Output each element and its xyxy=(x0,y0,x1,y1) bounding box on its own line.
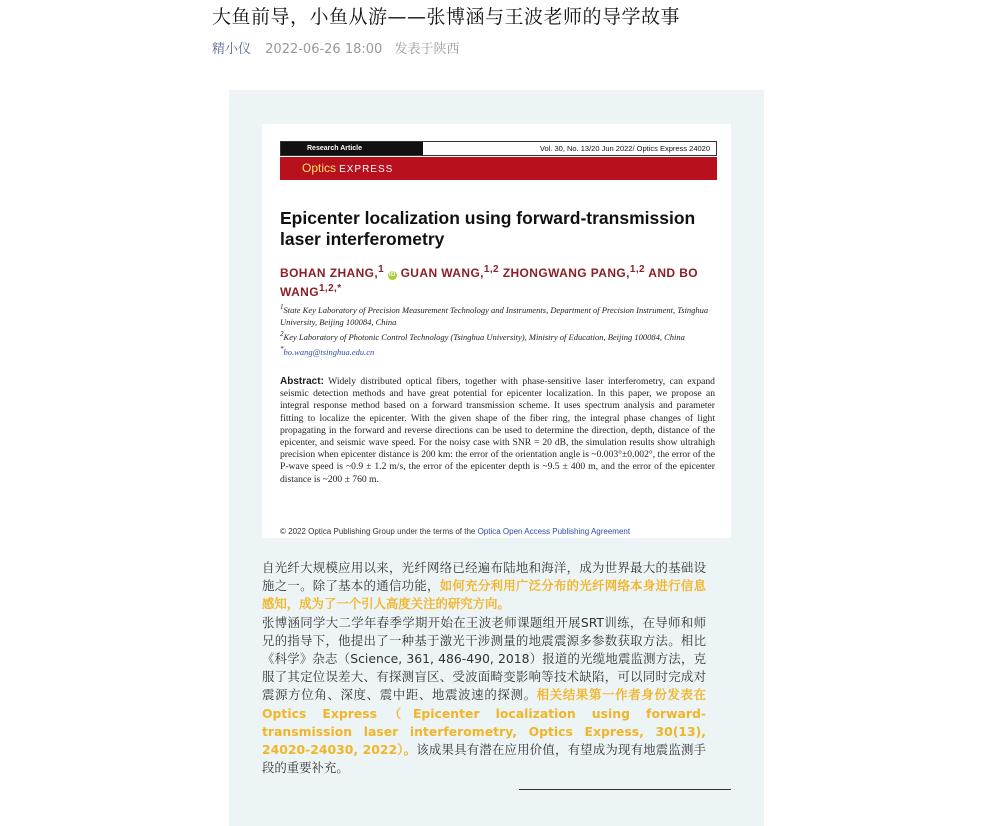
paper-abstract: Abstract: Widely distributed optical fibers, together with phase-sensitive laser interferometry, can expand seismic detection methods and have great potential for epicenter localization. In this paper, we propose an integral response method based on a forward transmission scheme. It uses spectrum analysis and parameter fitting to localize the epicenter. With the given shape of the fiber ring, the integral phase changes of light propagating in the forward and reverse directions can be used to determine the direction, depth, distance of the epicenter, and seismic wave speed. For the noisy case with SNR = 20 dB, the simulation results show ultrahigh precision when epicenter distance is 200 km: the error of the orientation angle is ~0.003°±0.002°, the error of the P-wave speed is ~0.9 ± 1.2 m/s, the error of the epicenter depth is ~9.5 ± 400 m, and the error of the epicenter distance is ~200 ± 760 m. xyxy=(280,376,715,485)
article-meta xyxy=(212,38,467,57)
research-article-label: Research Article xyxy=(281,142,423,155)
paper-copyright: © 2022 Optica Publishing Group under the terms of the Optica Open Access Publishing Agreement xyxy=(280,527,631,536)
corresponding-email: bo.wang@tsinghua.edu.cn xyxy=(283,346,375,357)
article-body xyxy=(262,559,706,777)
author-link[interactable]: 精小仪 xyxy=(212,42,252,57)
divider-line xyxy=(519,789,731,790)
volume-info: Vol. 30, No. 13/20 Jun 2022/ Optics Express 24020 xyxy=(539,144,710,153)
paper-header-bar xyxy=(280,141,717,156)
paragraph-2: 张博涵同学大二学年春季学期开始在王波老师课题组开展SRT训练，在导师和师兄的指导下，他提出了一种基于激光干涉测量的地震震源多参数获取方法。相比《科学》杂志（Science, 361, 486-490, 2018）报道的光缆地震监测方法，克服了其定位误差大、有探测盲区、受波面畸变影响等技术缺陷，可以同时完成对震源方位角、深度、震中距、地震波速的探测。相关结果第一作者身份发表在Optics Express（Epicenter localization using forward-transmission laser interferometry, Optics Express, 30(13), 24020-24030, 2022）。该成果具有潜在应用价值，有望成为现有地震监测手段的重要补充。 xyxy=(262,614,707,776)
paper-authors: BOHAN ZHANG,$^1$ iD GUAN WANG,$^{1,2}$ ZHONGWANG PANG,$^{1,2}$ AND BO $WANG^{1,2,*}$ xyxy=(280,264,699,299)
highlight-1: 如何充分利用广泛分布的光纤网络本身进行信息感知，成为了一个引人高度关注的研究方向。 xyxy=(262,578,707,612)
journal-name-optics: Optics xyxy=(302,161,337,175)
paper-image[interactable] xyxy=(262,124,731,538)
journal-banner xyxy=(280,157,717,180)
publish-location: 发表于陕西 xyxy=(394,42,460,57)
journal-name-express: EXPRESS xyxy=(339,164,394,175)
highlight-2: 相关结果第一作者身份发表在Optics Express（Epicenter localization using forward-transmission laser interferometry, Optics Express, 30(13), 24020-24030, 2022）。 xyxy=(262,687,707,758)
open-access-agreement-link: Optica Open Access Publishing Agreement xyxy=(477,527,631,536)
paragraph-1: 自光纤大规模应用以来，光纤网络已经遍布陆地和海洋，成为世界最大的基础设施之一。除了基本的通信功能，如何充分利用广泛分布的光纤网络本身进行信息感知，成为了一个引人高度关注的研究方向。 xyxy=(262,560,707,612)
article-title: 大鱼前导，小鱼从游——张博涵与王波老师的导学故事 xyxy=(212,6,681,28)
orcid-icon: iD xyxy=(388,272,396,278)
paper-title: Epicenter localization using forward-transmission laser interferometry xyxy=(280,208,696,249)
publish-date: 2022-06-26 18:00 xyxy=(265,42,383,57)
paper-affiliations: $^1$State Key Laboratory of Precision Measurement Technology and Instruments, Department of Precision Instrument, Tsinghua University, Beijing 100084, China $^2$Key Laboratory of Photonic Control Technology (Tsinghua University), Ministry of Education, Beijing 100084, China *bo.wang@tsinghua.edu.cn xyxy=(280,303,709,357)
